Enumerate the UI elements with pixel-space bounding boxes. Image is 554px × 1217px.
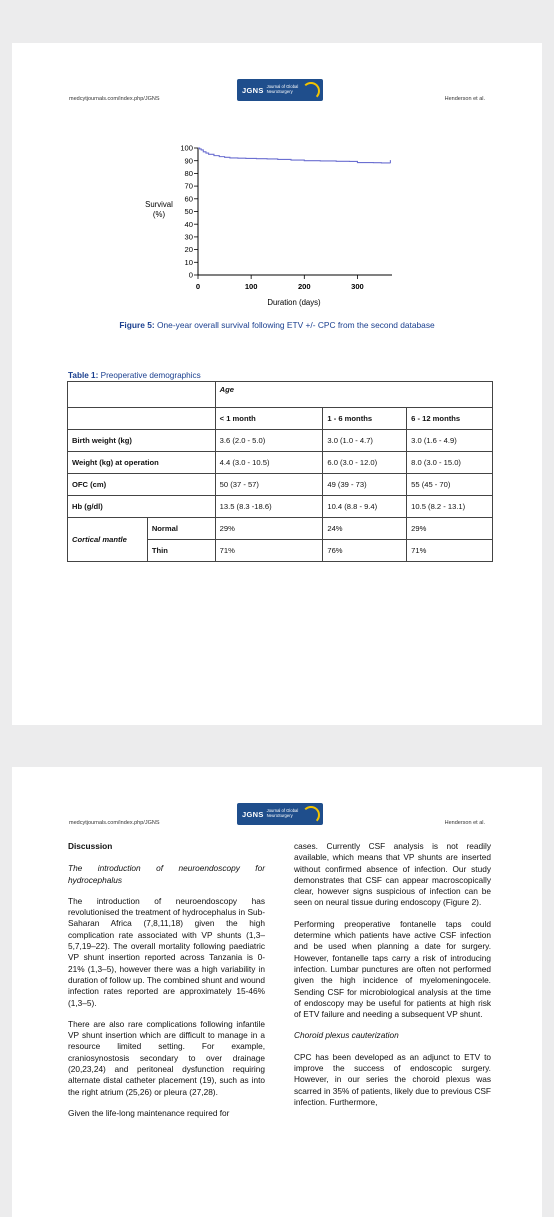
paragraph: The introduction of neuroendoscopy has revolutionised the treatment of hydrocephalus in Sub-Saharan Africa (7,8,11,18) given the high complication rate associated with VP shunts (1,3–5,7,19–22). The overall mortality following paediatric VP shunt insertion reported across Tanzania is 0-21% (1,3–5), however there was a high variability in duration of follow up. The combined shunt and wound infection rates reported are approximately 15-46% (1,3–5). bbox=[68, 895, 265, 1008]
logo-abbr: JGNS bbox=[242, 809, 264, 819]
sub-row-label: Normal bbox=[147, 518, 215, 540]
table-cell: 29% bbox=[407, 518, 493, 540]
y-tick-label: 40 bbox=[184, 219, 193, 229]
table-cell: 6.0 (3.0 - 12.0) bbox=[323, 452, 407, 474]
col-header: 1 - 6 months bbox=[323, 408, 407, 430]
sub-row-label: Thin bbox=[147, 540, 215, 562]
paragraph: Performing preoperative fontanelle taps could determine which patients have active CSF infection and be used when planning a date for surgery. However, fontanelle taps carry a risk of introducing infection. Lumbar punctures are often not performed given the high incidence of myelomeningocele. Sending CSF for microbiological analysis at the time of endoscopy may be useful for patients at high risk of ETV failure and needing a subsequent VP shunt. bbox=[294, 918, 491, 1020]
y-tick-label: 20 bbox=[184, 245, 193, 255]
figure-caption bbox=[12, 320, 542, 330]
table-title-text: Preoperative demographics bbox=[98, 371, 201, 380]
table-cell: 29% bbox=[215, 518, 323, 540]
author-header: Henderson et al. bbox=[444, 96, 485, 102]
row-label: Hb (g/dl) bbox=[68, 496, 216, 518]
table-cell: 24% bbox=[323, 518, 407, 540]
col-header: 6 - 12 months bbox=[407, 408, 493, 430]
age-header: Age bbox=[215, 382, 492, 408]
subsection-heading: Choroid plexus cauterization bbox=[294, 1030, 399, 1041]
y-axis-label-line2: (%) bbox=[152, 210, 166, 219]
text-column-left bbox=[68, 841, 265, 1129]
y-tick-label: 0 bbox=[188, 270, 193, 280]
paragraph: Given the life-long maintenance required for bbox=[68, 1107, 230, 1118]
table-cell: 3.6 (2.0 - 5.0) bbox=[215, 430, 323, 452]
x-tick-label: 0 bbox=[195, 282, 201, 291]
demographics-table bbox=[67, 381, 493, 562]
paragraph: There are also rare complications following infantile VP shunt insertion which are difficult to manage in a resource limited setting. For example, craniosynostosis secondary to over drainage (20,23,24) and peritoneal dysfunction requiring alternate distal catheter placement (19), such as into the right atrium (25,26) or pleura (27,28). bbox=[68, 1018, 265, 1097]
table-cell: 3.0 (1.6 - 4.9) bbox=[407, 430, 493, 452]
y-tick-label: 100 bbox=[180, 143, 193, 153]
x-tick-label: 300 bbox=[351, 282, 364, 291]
y-tick-label: 60 bbox=[184, 194, 193, 204]
table-label: Table 1: bbox=[68, 371, 99, 380]
row-label: Weight (kg) at operation bbox=[68, 452, 216, 474]
y-axis-label-line1: Survival bbox=[145, 200, 173, 209]
document-page-2 bbox=[12, 767, 542, 1217]
y-tick-label: 70 bbox=[184, 181, 193, 191]
figure-caption-text: One-year overall survival following ETV +/- CPC from the second database bbox=[154, 320, 435, 330]
table-row bbox=[68, 382, 493, 408]
figure-label: Figure 5: bbox=[119, 320, 155, 330]
x-axis-label: Duration (days) bbox=[267, 298, 321, 307]
survival-curve bbox=[198, 148, 390, 163]
table-cell: 8.0 (3.0 - 15.0) bbox=[407, 452, 493, 474]
table-cell: 71% bbox=[215, 540, 323, 562]
paragraph: cases. Currently CSF analysis is not readily available, which means that VP shunts are inserted without confirmed absence of infection. Our study demonstrates that CSF can appear macroscopically clear, however signs suspicious of infection can be seen on neural tissue during endoscopy (Figure 2). bbox=[294, 841, 491, 908]
text-column-right bbox=[294, 841, 491, 1118]
table-row bbox=[68, 518, 493, 540]
table-cell: 55 (45 - 70) bbox=[407, 474, 493, 496]
x-tick-label: 100 bbox=[244, 282, 258, 291]
row-label: OFC (cm) bbox=[68, 474, 216, 496]
section-heading: Discussion bbox=[68, 841, 113, 851]
logo-abbr: JGNS bbox=[242, 85, 264, 95]
journal-url: medcytjournals.com/index.php/JGNS bbox=[69, 96, 160, 102]
logo-swoosh-icon bbox=[302, 806, 320, 824]
y-tick-label: 50 bbox=[184, 207, 193, 217]
journal-logo bbox=[237, 803, 323, 825]
journal-url: medcytjournals.com/index.php/JGNS bbox=[69, 820, 160, 826]
table-row bbox=[68, 452, 493, 474]
logo-text: Journal of Global NeuroSurgery bbox=[266, 808, 299, 818]
y-tick-label: 10 bbox=[184, 257, 193, 267]
table-cell: 3.0 (1.0 - 4.7) bbox=[323, 430, 407, 452]
logo-text: Journal of Global NeuroSurgery bbox=[266, 84, 299, 94]
table-cell: 10.4 (8.8 - 9.4) bbox=[323, 496, 407, 518]
document-page-1 bbox=[12, 43, 542, 725]
table-row bbox=[68, 430, 493, 452]
table-title bbox=[68, 371, 201, 380]
col-header: < 1 month bbox=[215, 408, 323, 430]
cortical-mantle-label: Cortical mantle bbox=[68, 518, 148, 562]
table-cell: 10.5 (8.2 - 13.1) bbox=[407, 496, 493, 518]
table-row bbox=[68, 474, 493, 496]
y-tick-label: 30 bbox=[184, 232, 193, 242]
table-cell: 76% bbox=[323, 540, 407, 562]
x-tick-label: 200 bbox=[297, 282, 311, 291]
row-label: Birth weight (kg) bbox=[68, 430, 216, 452]
table-cell: 13.5 (8.3 -18.6) bbox=[215, 496, 323, 518]
author-header: Henderson et al. bbox=[444, 820, 485, 826]
subsection-heading: The introduction of neuroendoscopy for hydrocephalus bbox=[68, 863, 265, 885]
table-cell: 4.4 (3.0 - 10.5) bbox=[215, 452, 323, 474]
survival-chart bbox=[12, 43, 542, 343]
table-cell: 50 (37 - 57) bbox=[215, 474, 323, 496]
table-cell: 71% bbox=[407, 540, 493, 562]
table-row bbox=[68, 496, 493, 518]
table-cell: 49 (39 - 73) bbox=[323, 474, 407, 496]
y-tick-label: 80 bbox=[184, 169, 193, 178]
table-row bbox=[68, 408, 493, 430]
y-tick-label: 90 bbox=[184, 156, 193, 166]
paragraph: CPC has been developed as an adjunct to ETV to improve the success of endoscopic surgery. However, in our series the choroid plexus was scarred in 35% of patients, likely due to previous CSF infection. Furthermore, bbox=[294, 1051, 491, 1107]
